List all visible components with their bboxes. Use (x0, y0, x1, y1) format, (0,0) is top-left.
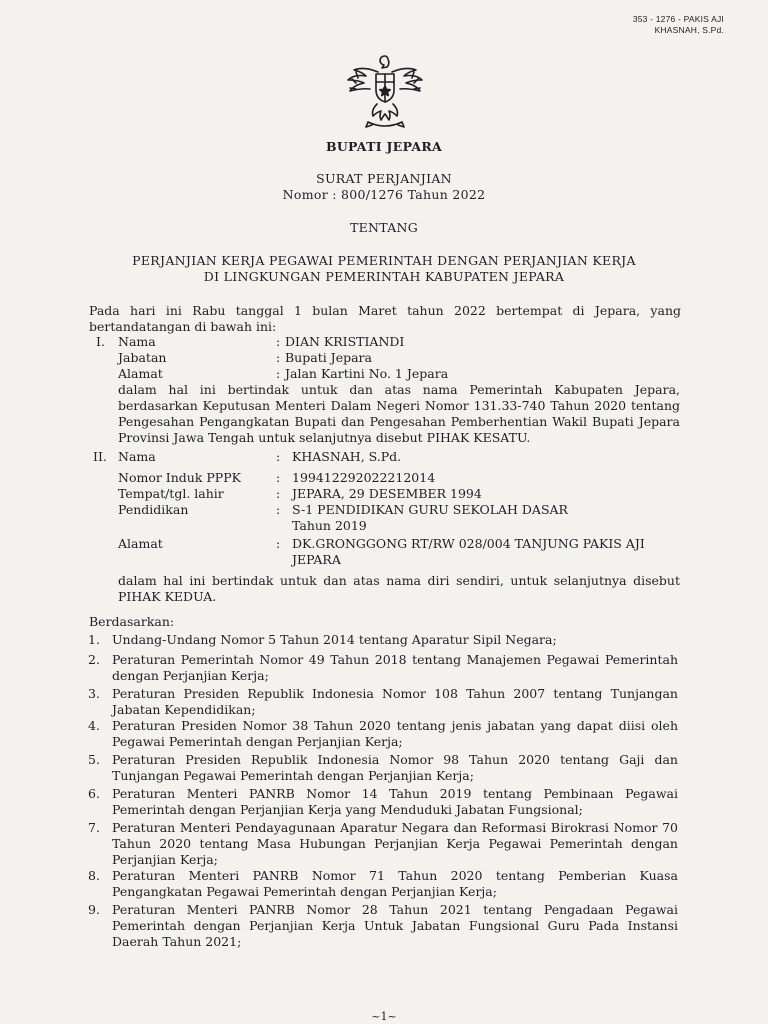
field-colon: : (276, 502, 281, 517)
party2-field-row (118, 449, 680, 465)
party1-statement: dalam hal ini bertindak untuk dan atas nama Pemerintah Kabupaten Jepara, berdasarkan Keputusan Menteri Dalam Negeri Nomor 131.33-740 Tahun 2020 tentang Pengesahan Pengangkatan Bupati dan Pengesahan Pemberhentian Wakil Bupati Jepara Provinsi Jawa Tengah untuk selanjutnya disebut PIHAK KESATU. (118, 382, 680, 445)
basis-item-text: Undang-Undang Nomor 5 Tahun 2014 tentang Aparatur Sipil Negara; (112, 632, 557, 647)
basis-item-number: 7. (88, 820, 100, 835)
field-label: Pendidikan (118, 502, 189, 517)
basis-item-number: 1. (88, 632, 100, 647)
basis-item-text: Peraturan Presiden Republik Indonesia Nomor 108 Tahun 2007 tentang Tunjangan Jabatan Kependidikan; (112, 686, 678, 717)
field-label: Alamat (118, 366, 163, 381)
party1-field-row (118, 366, 678, 382)
basis-item-number: 2. (88, 652, 100, 667)
field-label: Nomor Induk PPPK (118, 470, 241, 485)
field-colon: : (276, 486, 281, 501)
field-value: DIAN KRISTIANDI (285, 334, 405, 349)
corner-line-1: 353 - 1276 - PAKIS AJI (632, 14, 724, 24)
basis-item-text: Peraturan Presiden Nomor 38 Tahun 2020 tentang jenis jabatan yang dapat diisi oleh Pegawai Pemerintah dengan Perjanjian Kerja; (112, 718, 678, 749)
field-value: DK.GRONGGONG RT/RW 028/004 TANJUNG PAKIS AJI (292, 536, 645, 551)
field-label: Nama (118, 334, 156, 349)
basis-item-number: 9. (88, 902, 100, 917)
party2-field-row (118, 470, 680, 486)
field-colon: : (276, 536, 281, 551)
field-colon: : (276, 449, 281, 464)
basis-item-number: 8. (88, 868, 100, 883)
subject-line-1: PERJANJIAN KERJA PEGAWAI PEMERINTAH DENGAN PERJANJIAN KERJA (132, 253, 636, 268)
field-value: 199412292022212014 (292, 470, 436, 485)
field-colon: : (276, 366, 281, 381)
party2-field-row (118, 486, 680, 502)
basis-item-number: 4. (88, 718, 100, 733)
party2-field-row (118, 502, 680, 533)
basis-item-number: 3. (88, 686, 100, 701)
field-colon: : (276, 334, 281, 349)
field-value-continued: Tahun 2019 (292, 518, 367, 533)
party1-field-row (118, 334, 678, 350)
party2-statement: dalam hal ini bertindak untuk dan atas nama diri sendiri, untuk selanjutnya disebut PIHAK KEDUA. (118, 573, 680, 604)
issuer-heading: BUPATI JEPARA (325, 139, 443, 154)
basis-item-text: Peraturan Pemerintah Nomor 49 Tahun 2018 tentang Manajemen Pegawai Pemerintah dengan Perjanjian Kerja; (112, 652, 678, 683)
tentang-heading: TENTANG (349, 220, 419, 235)
basis-item-text: Peraturan Menteri Pendayagunaan Aparatur Negara dan Reformasi Birokrasi Nomor 70 Tahun 2020 tentang Masa Hubungan Perjanjian Kerja Pegawai Pemerintah dengan Perjanjian Kerja; (112, 820, 678, 867)
party1-field-row (118, 350, 678, 366)
corner-annotation (633, 14, 724, 36)
field-label: Nama (118, 449, 156, 464)
intro-paragraph: Pada hari ini Rabu tanggal 1 bulan Maret tahun 2022 bertempat di Jepara, yang bertandatangan di bawah ini: (89, 303, 681, 334)
basis-item-text: Peraturan Menteri PANRB Nomor 28 Tahun 2021 tentang Pengadaan Pegawai Pemerintah dengan Perjanjian Kerja Untuk Jabatan Fungsional Guru Pada Instansi Daerah Tahun 2021; (112, 902, 678, 949)
subject-line-2: DI LINGKUNGAN PEMERINTAH KABUPATEN JEPARA (203, 269, 565, 284)
field-value-continued: JEPARA (292, 552, 341, 567)
basis-item-text: Peraturan Menteri PANRB Nomor 14 Tahun 2019 tentang Pembinaan Pegawai Pemerintah dengan Perjanjian Kerja yang Menduduki Jabatan Fungsional; (112, 786, 678, 817)
field-label: Alamat (118, 536, 163, 551)
field-colon: : (276, 350, 281, 365)
basis-item-number: 6. (88, 786, 100, 801)
field-label: Jabatan (118, 350, 167, 365)
field-value: Jalan Kartini No. 1 Jepara (285, 366, 449, 381)
field-value: JEPARA, 29 DESEMBER 1994 (292, 486, 482, 501)
basis-item-text: Peraturan Presiden Republik Indonesia Nomor 98 Tahun 2020 tentang Gaji dan Tunjangan Pegawai Pemerintah dengan Perjanjian Kerja; (112, 752, 678, 783)
page-number: ~1~ (371, 1010, 397, 1023)
party1-numeral: I. (96, 334, 105, 349)
basis-item-text: Peraturan Menteri PANRB Nomor 71 Tahun 2020 tentang Pemberian Kuasa Pengangkatan Pegawai Pemerintah dengan Perjanjian Kerja; (112, 868, 678, 899)
field-value: S-1 PENDIDIKAN GURU SEKOLAH DASAR (292, 502, 568, 517)
document-type: SURAT PERJANJIAN (316, 171, 452, 186)
basis-heading: Berdasarkan: (89, 614, 175, 629)
field-value: Bupati Jepara (285, 350, 372, 365)
document-number: Nomor : 800/1276 Tahun 2022 (282, 187, 486, 202)
field-colon: : (276, 470, 281, 485)
party2-numeral: II. (93, 449, 107, 464)
corner-line-2: KHASNAH, S.Pd. (654, 25, 724, 35)
garuda-emblem-icon (344, 52, 426, 130)
field-value: KHASNAH, S.Pd. (292, 449, 402, 464)
field-label: Tempat/tgl. lahir (118, 486, 224, 501)
party2-field-row (118, 536, 680, 567)
basis-item-number: 5. (88, 752, 100, 767)
